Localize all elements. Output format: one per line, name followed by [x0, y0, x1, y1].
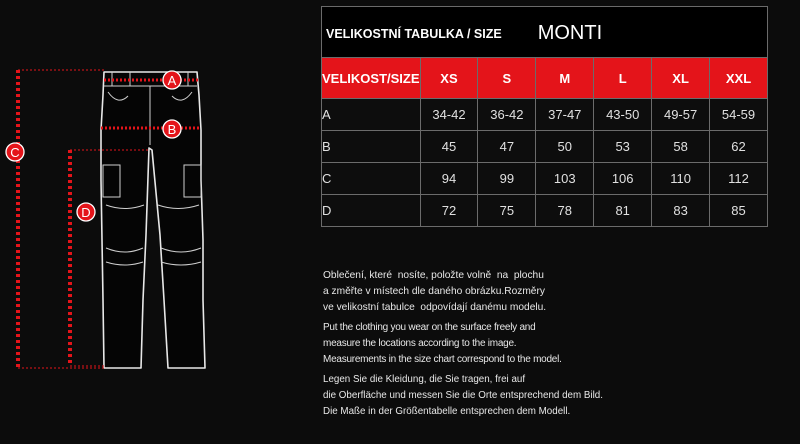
table-cell: 54-59	[710, 99, 768, 131]
header-size-xxl: XXL	[710, 58, 768, 99]
header-size-l: L	[594, 58, 652, 99]
row-label: D	[322, 195, 421, 227]
table-cell: 83	[652, 195, 710, 227]
table-cell: 58	[652, 131, 710, 163]
instructions-german: Legen Sie die Kleidung, die Sie tragen, frei auf die Oberfläche und messen Sie die Orte entsprechend dem Bild. Die Maße in der Größentabelle entsprechen dem Modell.	[323, 374, 603, 417]
row-label: A	[322, 99, 421, 131]
table-cell: 106	[594, 163, 652, 195]
table-cell: 81	[594, 195, 652, 227]
table-cell: 50	[536, 131, 594, 163]
marker-b	[163, 120, 181, 138]
table-cell: 85	[710, 195, 768, 227]
header-size-m: M	[536, 58, 594, 99]
svg-text:A: A	[167, 73, 177, 88]
table-cell: 47	[478, 131, 536, 163]
marker-c	[6, 143, 24, 161]
model-name: MONTI	[537, 21, 603, 44]
table-cell: 75	[478, 195, 536, 227]
instructions-english: Put the clothing you wear on the surface freely and measure the locations according to the image. Measurements in the size chart correspond to the model.	[323, 322, 562, 365]
table-cell: 45	[420, 131, 478, 163]
table-cell: 110	[652, 163, 710, 195]
table-cell: 78	[536, 195, 594, 227]
header-size-s: S	[478, 58, 536, 99]
svg-text:C: C	[10, 145, 20, 160]
table-cell: 99	[478, 163, 536, 195]
table-cell: 62	[710, 131, 768, 163]
header-size-xs: XS	[420, 58, 478, 99]
size-table-title-row	[322, 7, 768, 58]
row-label: B	[322, 131, 421, 163]
table-cell: 34-42	[420, 99, 478, 131]
pants-measurement-figure	[0, 0, 300, 444]
table-cell: 36-42	[478, 99, 536, 131]
table-cell: 103	[536, 163, 594, 195]
table-row	[322, 99, 768, 131]
table-row	[322, 195, 768, 227]
table-cell: 53	[594, 131, 652, 163]
table-row	[322, 131, 768, 163]
table-cell: 112	[710, 163, 768, 195]
table-cell: 94	[420, 163, 478, 195]
marker-d	[77, 203, 95, 221]
table-cell: 43-50	[594, 99, 652, 131]
marker-a	[163, 71, 181, 89]
svg-text:B: B	[167, 122, 177, 137]
size-table-header	[322, 58, 768, 99]
pants-outline	[101, 72, 205, 368]
table-cell: 49-57	[652, 99, 710, 131]
size-table	[321, 6, 768, 227]
row-label: C	[322, 163, 421, 195]
instructions-czech: Oblečení, které nosíte, položte volně na plochu a změřte v místech dle daného obrázku.Rozměry ve velikostní tabulce odpovídají danému modelu.	[323, 270, 547, 313]
svg-text:D: D	[81, 205, 91, 220]
table-row	[322, 163, 768, 195]
size-table-title: VELIKOSTNÍ TABULKA / SIZE	[326, 27, 502, 41]
header-size-label: VELIKOST/SIZE	[322, 58, 421, 99]
header-size-xl: XL	[652, 58, 710, 99]
table-cell: 37-47	[536, 99, 594, 131]
table-cell: 72	[420, 195, 478, 227]
